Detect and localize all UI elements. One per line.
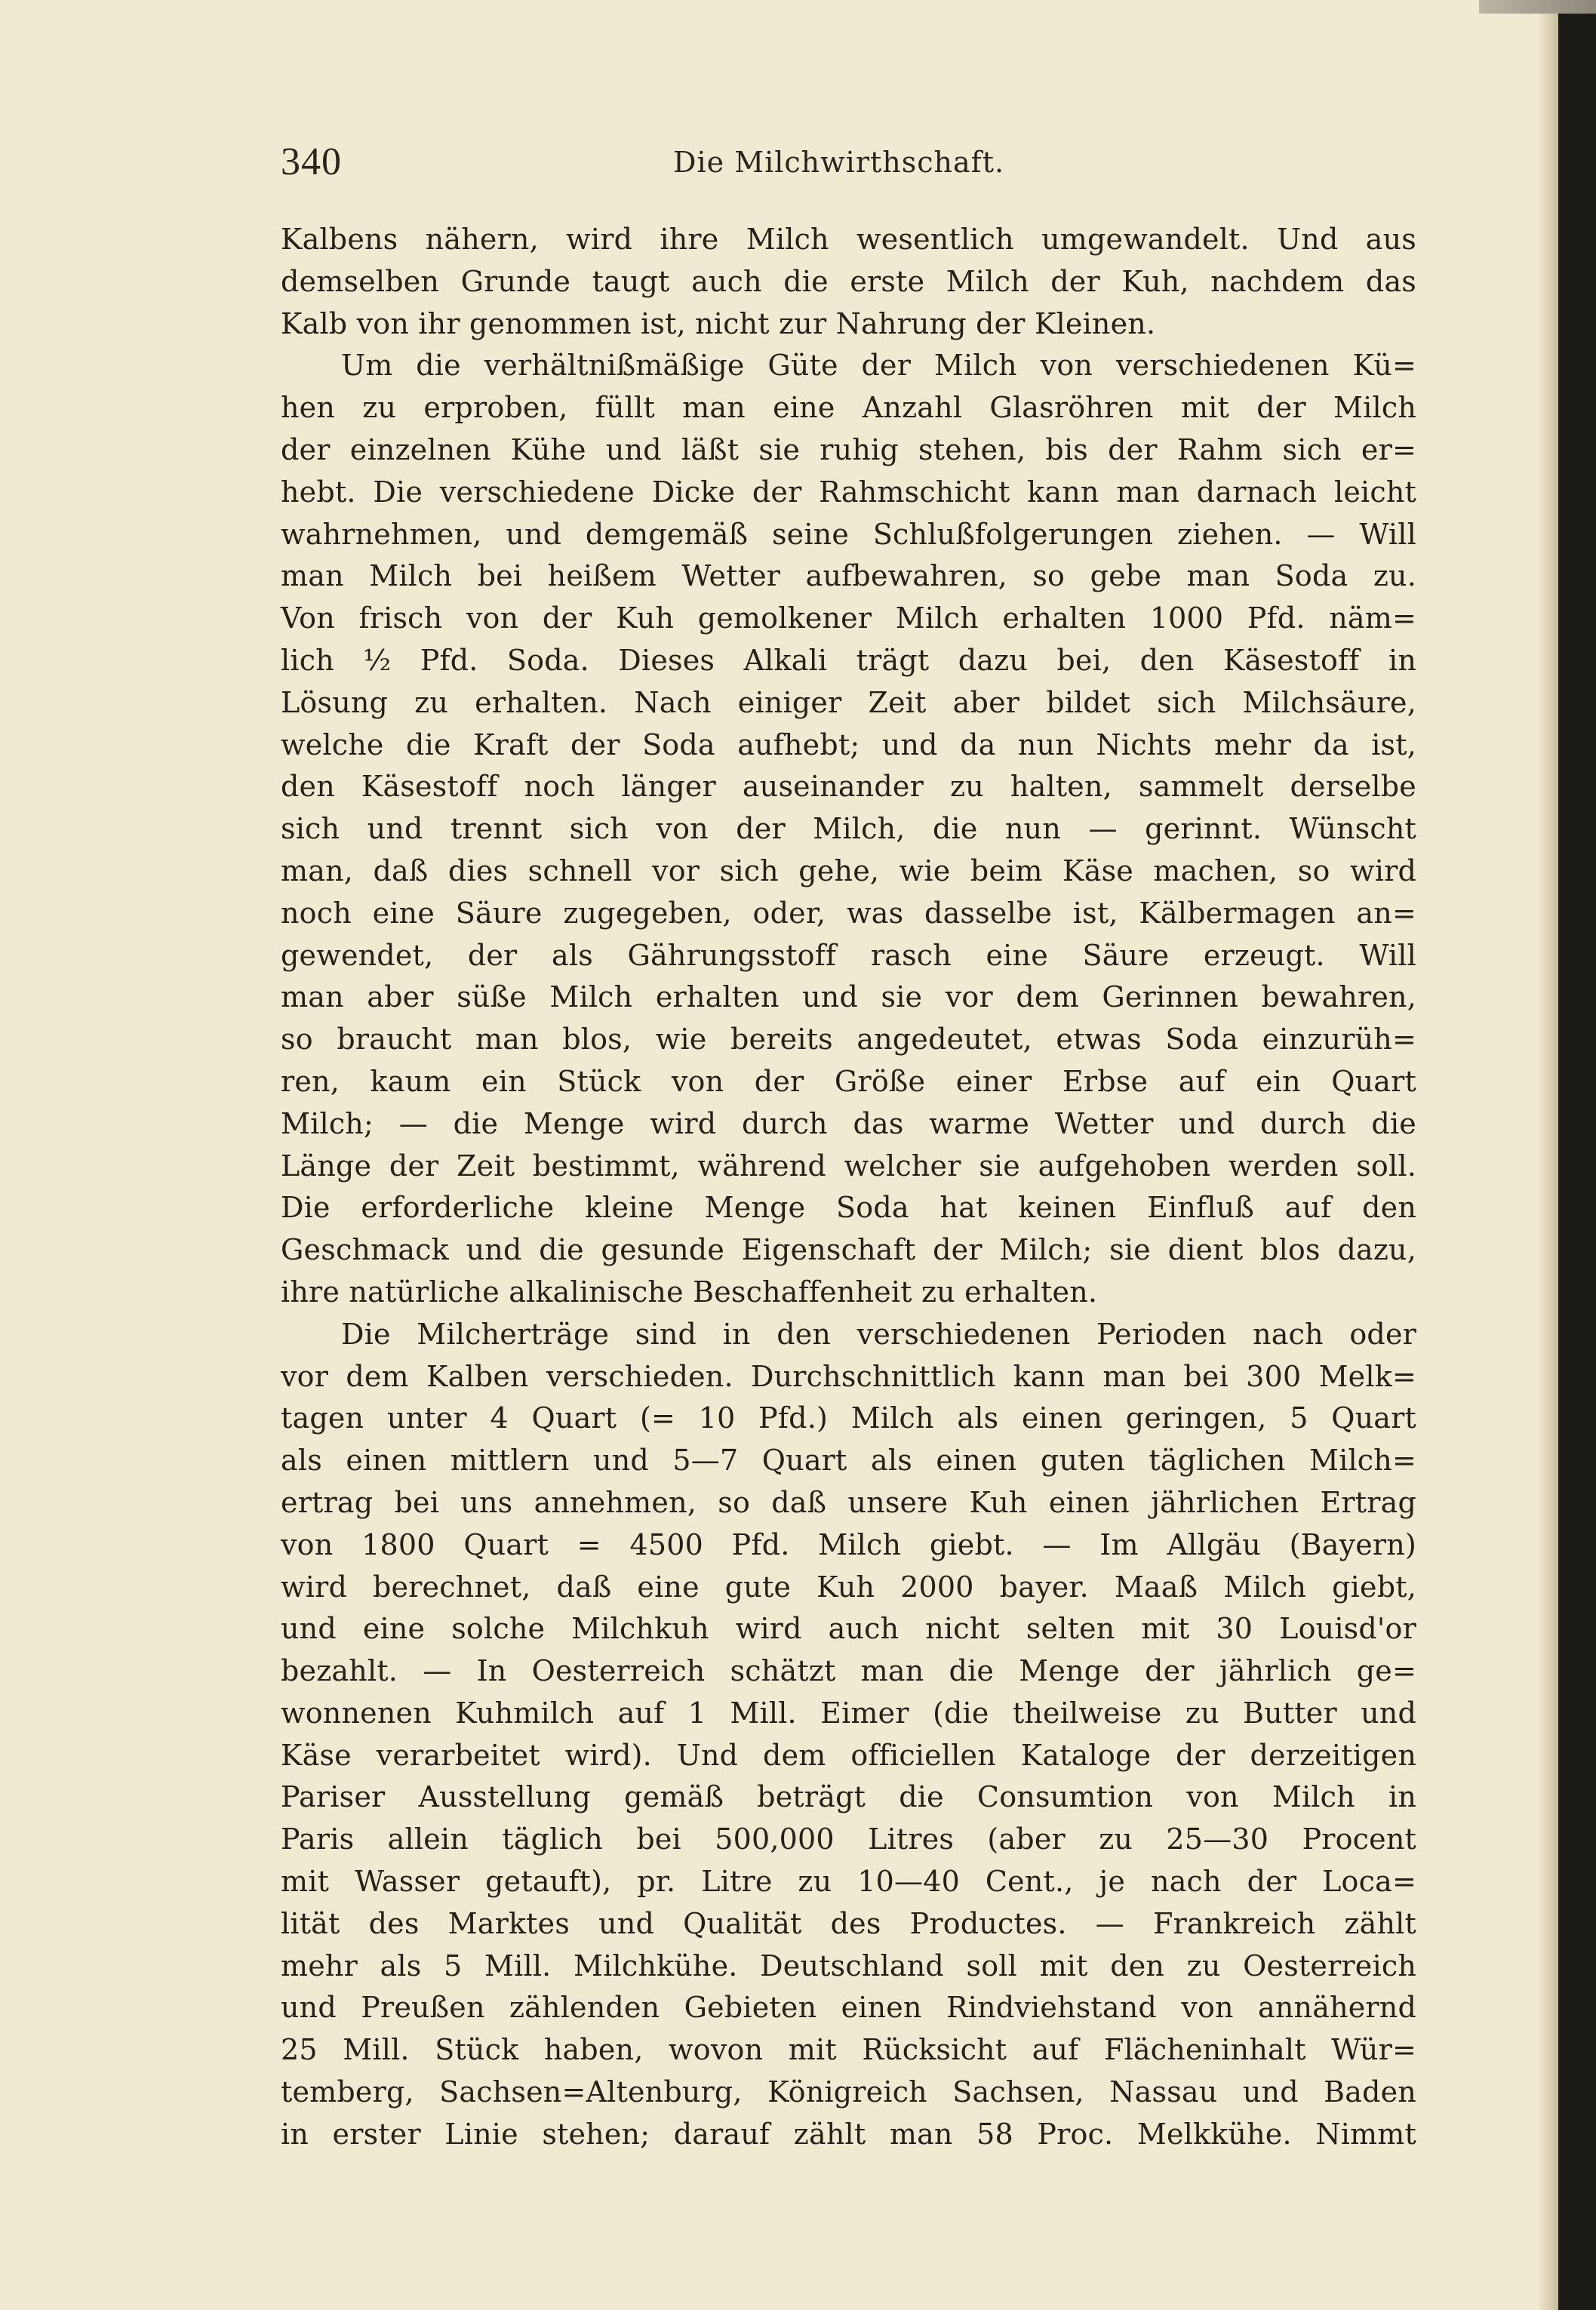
text-line: bezahlt. — In Oesterreich schätzt man die Menge der jährlich ge= <box>281 1654 1416 1688</box>
text-line: temberg, Sachsen=Altenburg, Königreich Sachsen, Nassau und Baden <box>281 2075 1416 2109</box>
text-line: lität des Marktes und Qualität des Productes. — Frankreich zählt <box>281 1906 1416 1940</box>
text-line: Kalbens nähern, wird ihre Milch wesentlich umgewandelt. Und aus <box>281 223 1416 256</box>
page-header <box>281 136 1413 189</box>
text-line: lich ½ Pfd. Soda. Dieses Alkali trägt dazu bei, den Käsestoff in <box>281 643 1416 677</box>
text-line: so braucht man blos, wie bereits angedeutet, etwas Soda einzurüh= <box>281 1023 1416 1057</box>
text-line: von 1800 Quart = 4500 Pfd. Milch giebt. — Im Allgäu (Bayern) <box>281 1527 1416 1561</box>
text-line: hen zu erproben, füllt man eine Anzahl Glasröhren mit der Milch <box>281 391 1416 425</box>
text-line: Die Milcherträge sind in den verschiedenen Perioden nach oder <box>341 1317 1416 1351</box>
page-gutter-shadow <box>1538 0 1558 2310</box>
text-line: demselben Grunde taugt auch die erste Milch der Kuh, nachdem das <box>281 264 1416 298</box>
text-line: mit Wasser getauft), pr. Litre zu 10—40 Cent., je nach der Loca= <box>281 1865 1416 1899</box>
text-line: Paris allein täglich bei 500,000 Litres (aber zu 25—30 Procent <box>281 1822 1416 1856</box>
text-line: und eine solche Milchkuh wird auch nicht selten mit 30 Louisd'or <box>281 1612 1416 1646</box>
text-line: Die erforderliche kleine Menge Soda hat keinen Einfluß auf den <box>281 1191 1416 1225</box>
text-line: sich und trennt sich von der Milch, die nun — gerinnt. Wünscht <box>281 812 1416 846</box>
text-line: mehr als 5 Mill. Milchkühe. Deutschland soll mit den zu Oesterreich <box>281 1949 1416 1982</box>
text-line: welche die Kraft der Soda aufhebt; und da nun Nichts mehr da ist, <box>281 727 1416 761</box>
text-line: Geschmack und die gesunde Eigenschaft der Milch; sie dient blos dazu, <box>281 1233 1416 1267</box>
text-line: Kalb von ihr genommen ist, nicht zur Nahrung der Kleinen. <box>281 306 1156 340</box>
text-line: ihre natürliche alkalinische Beschaffenheit zu erhalten. <box>281 1275 1098 1309</box>
text-line: Milch; — die Menge wird durch das warme Wetter und durch die <box>281 1106 1416 1140</box>
text-line: in erster Linie stehen; darauf zählt man 58 Proc. Melkkühe. Nimmt <box>281 2117 1416 2151</box>
text-line: wonnenen Kuhmilch auf 1 Mill. Eimer (die theilweise zu Butter und <box>281 1696 1416 1730</box>
text-line: gewendet, der als Gährungsstoff rasch eine Säure erzeugt. Will <box>281 938 1416 972</box>
text-line: tagen unter 4 Quart (= 10 Pfd.) Milch als einen geringen, 5 Quart <box>281 1401 1416 1435</box>
text-line: man, daß dies schnell vor sich gehe, wie beim Käse machen, so wird <box>281 854 1416 887</box>
text-line: der einzelnen Kühe und läßt sie ruhig stehen, bis der Rahm sich er= <box>281 432 1416 466</box>
text-line: man Milch bei heißem Wetter aufbewahren, so gebe man Soda zu. <box>281 559 1416 593</box>
text-line: Länge der Zeit bestimmt, während welcher sie aufgehoben werden soll. <box>281 1149 1416 1183</box>
text-line: 25 Mill. Stück haben, wovon mit Rücksicht auf Flächeninhalt Wür= <box>281 2033 1416 2067</box>
text-line: Lösung zu erhalten. Nach einiger Zeit aber bildet sich Milchsäure, <box>281 685 1416 719</box>
running-head: Die Milchwirthschaft. <box>673 146 1005 179</box>
text-line: vor dem Kalben verschieden. Durchschnittlich kann man bei 300 Melk= <box>281 1359 1416 1393</box>
text-line: noch eine Säure zugegeben, oder, was dasselbe ist, Kälbermagen an= <box>281 896 1416 930</box>
text-line: wahrnehmen, und demgemäß seine Schlußfolgerungen ziehen. — Will <box>281 517 1416 551</box>
text-line: ertrag bei uns annehmen, so daß unsere Kuh einen jährlichen Ertrag <box>281 1485 1416 1519</box>
text-line: Käse verarbeitet wird). Und dem officiellen Kataloge der derzeitigen <box>281 1738 1416 1772</box>
scan-border <box>1479 0 1596 14</box>
text-line: man aber süße Milch erhalten und sie vor dem Gerinnen bewahren, <box>281 980 1416 1014</box>
text-line: Von frisch von der Kuh gemolkener Milch erhalten 1000 Pfd. näm= <box>281 601 1416 635</box>
page-number: 340 <box>281 140 342 183</box>
text-line: hebt. Die verschiedene Dicke der Rahmschicht kann man darnach leicht <box>281 475 1416 509</box>
text-line: als einen mittlern und 5—7 Quart als einen guten täglichen Milch= <box>281 1444 1416 1478</box>
text-line: Pariser Ausstellung gemäß beträgt die Consumtion von Milch in <box>281 1780 1416 1814</box>
text-line: und Preußen zählenden Gebieten einen Rindviehstand von annähernd <box>281 1991 1416 2025</box>
text-line: Um die verhältnißmäßige Güte der Milch von verschiedenen Kü= <box>341 349 1416 383</box>
text-line: wird berechnet, daß eine gute Kuh 2000 bayer. Maaß Milch giebt, <box>281 1570 1416 1604</box>
text-line: ren, kaum ein Stück von der Größe einer Erbse auf ein Quart <box>281 1064 1416 1098</box>
body-text <box>281 219 1416 2156</box>
text-line: den Käsestoff noch länger auseinander zu halten, sammelt derselbe <box>281 770 1416 804</box>
